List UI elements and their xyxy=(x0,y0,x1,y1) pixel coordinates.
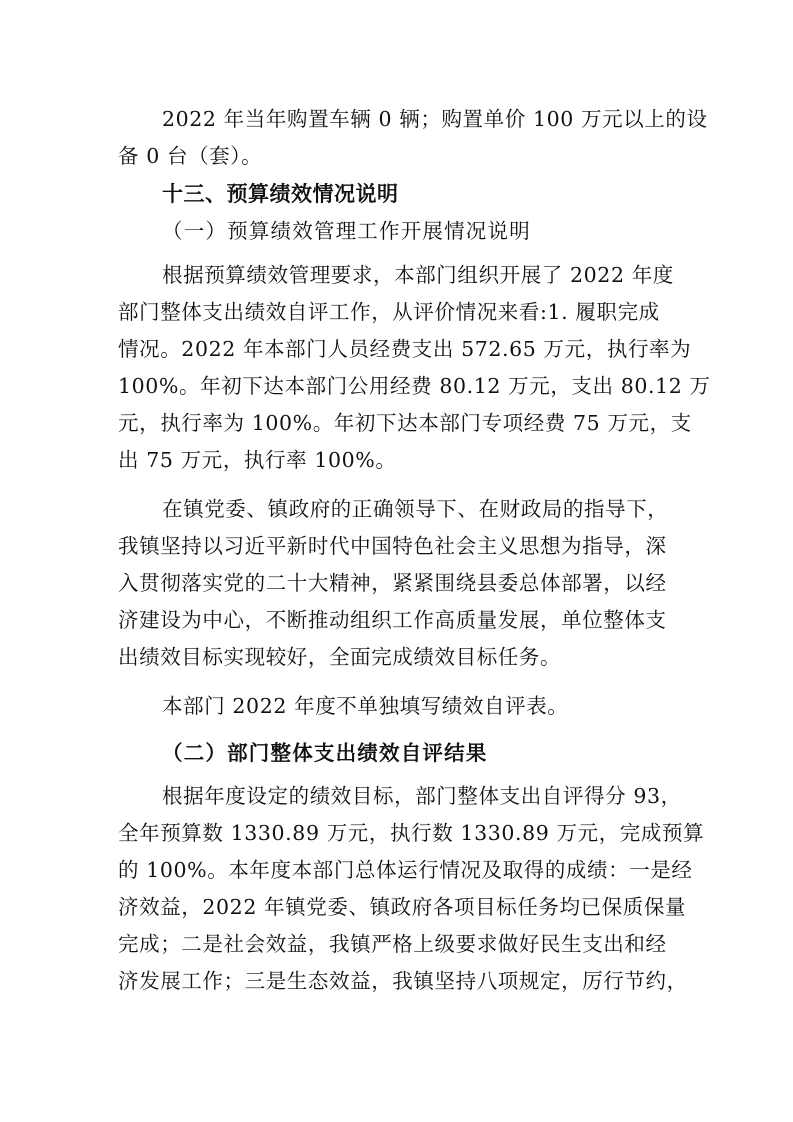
vehicle-purchase-line-2: 备 0 台（套）。 xyxy=(118,144,263,168)
results-paragraph-line-2: 全年预算数 1330.89 万元，执行数 1330.89 万元，完成预算 xyxy=(118,821,705,845)
performance-paragraph-line-2: 部门整体支出绩效自评工作，从评价情况来看:1. 履职完成 xyxy=(118,300,660,324)
subsection-1-heading: （一）预算绩效管理工作开展情况说明 xyxy=(162,219,531,243)
results-paragraph-line-1: 根据年度设定的绩效目标，部门整体支出自评得分 93， xyxy=(162,784,682,808)
leadership-paragraph-line-4: 济建设为中心，不断推动组织工作高质量发展，单位整体支 xyxy=(118,608,667,632)
leadership-paragraph-line-2: 我镇坚持以习近平新时代中国特色社会主义思想为指导，深 xyxy=(118,534,667,558)
performance-paragraph-line-4: 100%。年初下达本部门公用经费 80.12 万元，支出 80.12 万 xyxy=(118,374,711,398)
performance-paragraph-line-3: 情况。2022 年本部门人员经费支出 572.65 万元，执行率为 xyxy=(118,337,692,361)
results-paragraph-line-3: 的 100%。本年度本部门总体运行情况及取得的成绩：一是经 xyxy=(118,858,693,882)
subsection-2-heading: （二）部门整体支出绩效自评结果 xyxy=(162,741,488,765)
section-13-heading: 十三、预算绩效情况说明 xyxy=(162,182,399,206)
vehicle-purchase-line-1: 2022 年当年购置车辆 0 辆；购置单价 100 万元以上的设 xyxy=(162,107,708,131)
leadership-paragraph-line-5: 出绩效目标实现较好，全面完成绩效目标任务。 xyxy=(118,645,562,669)
results-paragraph-line-5: 完成；二是社会效益，我镇严格上级要求做好民生支出和经 xyxy=(118,932,667,956)
performance-paragraph-line-5: 元，执行率为 100%。年初下达本部门专项经费 75 万元，支 xyxy=(118,411,692,435)
performance-paragraph-line-1: 根据预算绩效管理要求，本部门组织开展了 2022 年度 xyxy=(162,263,674,287)
performance-paragraph-line-6: 出 75 万元，执行率 100%。 xyxy=(118,448,397,472)
self-evaluation-note: 本部门 2022 年度不单独填写绩效自评表。 xyxy=(162,694,569,718)
leadership-paragraph-line-3: 入贯彻落实党的二十大精神，紧紧围绕县委总体部署，以经 xyxy=(118,571,667,595)
leadership-paragraph-line-1: 在镇党委、镇政府的正确领导下、在财政局的指导下， xyxy=(162,497,669,521)
results-paragraph-line-6: 济发展工作；三是生态效益，我镇坚持八项规定，厉行节约， xyxy=(118,969,688,993)
results-paragraph-line-4: 济效益，2022 年镇党委、镇政府各项目标任务均已保质保量 xyxy=(118,895,687,919)
